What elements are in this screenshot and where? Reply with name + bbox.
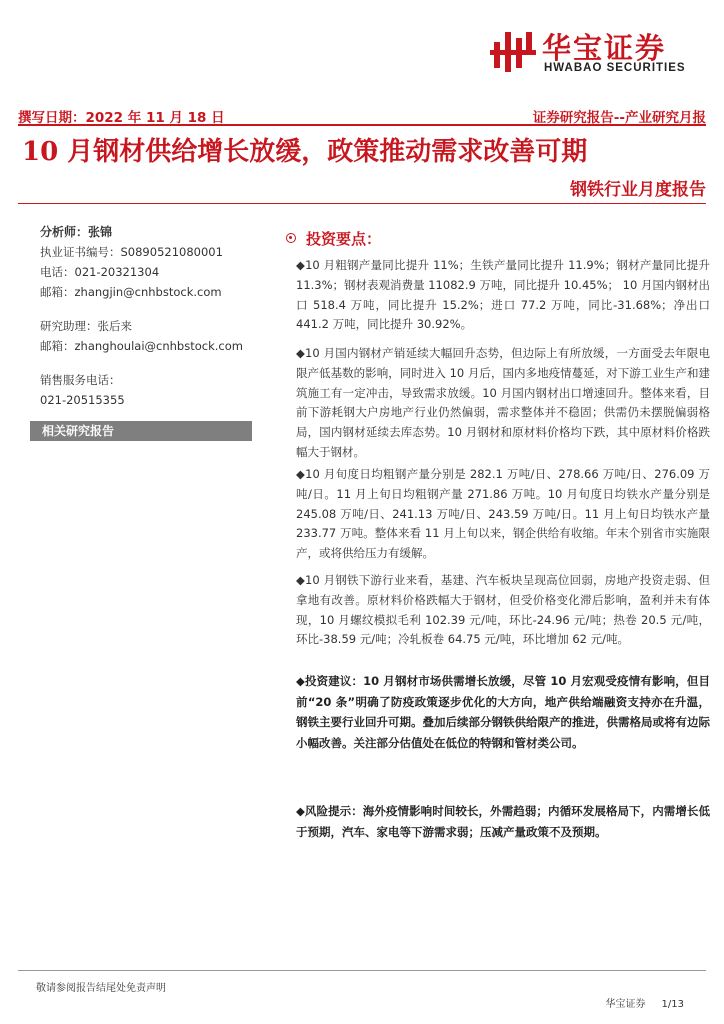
target-icon: [286, 233, 296, 243]
hwabao-logo-icon: [490, 28, 536, 76]
footer-info: [590, 995, 684, 1010]
brand-name-en: HWABAO SECURITIES: [544, 62, 686, 74]
assistant-email[interactable]: 邮箱：zhanghoulai@cnhbstock.com: [40, 339, 243, 353]
report-type: 证券研究报告--产业研究月报: [532, 110, 706, 126]
paragraph-downstream: ◆10 月钢铁下游行业来看，基建、汽车板块呈现高位回弱，房地产投资走弱、但拿地有改善。原材料价格跌幅大于钢材，但受价格变化滞后影响，盈利并未有体现，10 月螺纹模拟毛利 102.39 元/吨，环比-24.96 元/吨；热卷 20.5 元/吨，环比-38.59 元/吨；冷轧板卷 64.75 元/吨，环比增加 62 元/吨。: [296, 573, 710, 647]
footer-disclaimer: 敬请参阅报告结尾处免责声明: [36, 983, 166, 994]
header-bar: [18, 104, 706, 126]
page-number: 1/13: [661, 999, 684, 1010]
footer-company: 华宝证券: [605, 999, 646, 1010]
paragraph-market: ◆10 月国内钢材产销延续大幅回升态势，但边际上有所放缓，一方面受去年限电限产低基数的影响，同时进入 10 月后，国内多地疫情蔓延，对下游工业生产和建筑施工有一定冲击，导致需求放缓。10 月国内钢材出口增速回升。整体来看，目前下游耗钢大户房地产行业仍然偏弱，需求整体并不稳固；供需仍未摆脱偏弱格局，国内钢材延续去库态势。10 月钢材和原材料价格均下跌，其中原材料价格跌幅大于钢材。: [296, 346, 710, 459]
section-title: 投资要点：: [306, 230, 382, 248]
page-subtitle: 钢铁行业月度报告: [570, 180, 706, 200]
page-title: 10 月钢材供给增长放缓，政策推动需求改善可期: [22, 137, 588, 167]
company-logo: [490, 22, 706, 84]
analyst-phone: 电话：021-20321304: [40, 265, 160, 279]
analyst-name: 分析师：张锦: [40, 225, 113, 239]
title-divider: [18, 203, 706, 204]
sales-label: 销售服务电话：: [40, 373, 121, 387]
analyst-info: [40, 222, 260, 410]
related-reports-header: 相关研究报告: [30, 421, 252, 441]
footer-divider: [18, 970, 706, 971]
report-date: 撰写日期：2022 年 11 月 18 日: [18, 110, 225, 126]
brand-name-cn: 华宝证券: [542, 31, 667, 65]
paragraph-production: ◆10 月粗钢产量同比提升 11%；生铁产量同比提升 11.9%；钢材产量同比提升 11.3%；钢材表观消费量 11082.9 万吨，同比提升 10.45%； 10 月国内钢材出口 518.4 万吨，同比提升 15.2%；进口 77.2 万吨，同比-31.68%；净出口 441.2 万吨，同比提升 30.92%。: [296, 258, 710, 332]
investment-points-header: [286, 228, 710, 252]
paragraph-risk: ◆风险提示：海外疫情影响时间较长，外需趋弱；内循环发展格局下，内需增长低于预期，汽车、家电等下游需求弱；压减产量政策不及预期。: [296, 804, 710, 839]
assistant-name: 研究助理：张后来: [40, 319, 132, 333]
sales-phone: 021-20515355: [40, 393, 125, 407]
analyst-cert: 执业证书编号：S0890521080001: [40, 245, 223, 259]
analyst-email[interactable]: 邮箱：zhangjin@cnhbstock.com: [40, 285, 222, 299]
paragraph-investment-advice: ◆投资建议：10 月钢材市场供需增长放缓，尽管 10 月宏观受疫情有影响，但目前“20 条”明确了防疫政策逐步优化的大方向，地产供给端融资支持亦在升温，钢铁主要行业回升可期。叠加后续部分钢铁供给限产的推进，供需格局或将有边际小幅改善。关注部分估值处在低位的特钢和管材类公司。: [296, 674, 710, 750]
paragraph-daily-output: ◆10 月旬度日均粗钢产量分别是 282.1 万吨/日、278.66 万吨/日、276.09 万吨/日。11 月上旬日均粗钢产量 271.86 万吨。10 月旬度日均铁水产量分别是 245.08 万吨/日、241.13 万吨/日、243.59 万吨/日。11 月上旬日均铁水产量 233.77 万吨。整体来看 11 月上旬以来，钢企供给有收缩。年末个别省市实施限产，或将供给压力有缓解。: [296, 467, 710, 561]
